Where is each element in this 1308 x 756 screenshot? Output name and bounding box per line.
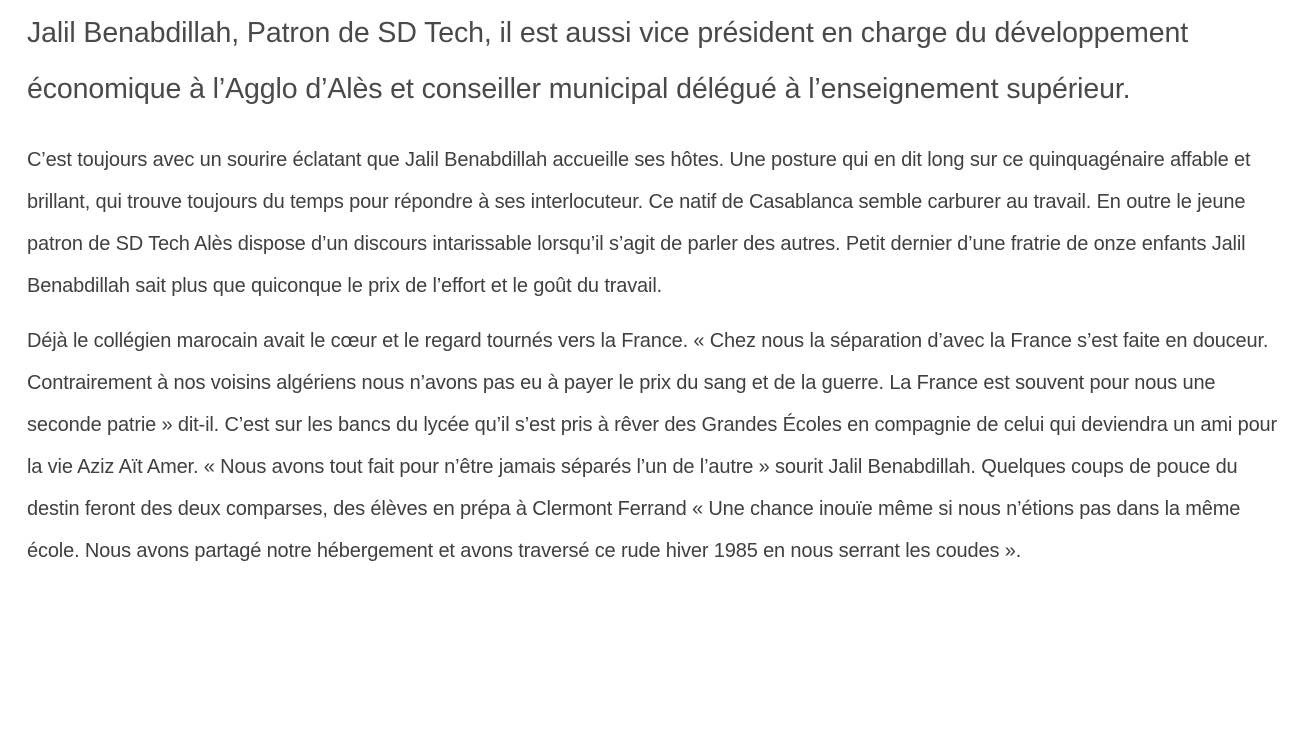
article-lead: Jalil Benabdillah, Patron de SD Tech, il est aussi vice président en charge du développement économique à l’Agglo d’Alès et conseiller municipal délégué à l’enseignement supérieur. xyxy=(27,17,1189,105)
article-paragraph: C’est toujours avec un sourire éclatant que Jalil Benabdillah accueille ses hôtes. Une posture qui en dit long sur ce quinquagénaire affable et brillant, qui trouve toujours du temps pour répondre à ses interlocuteur. Ce natif de Casablanca semble carburer au travail. En outre le jeune patron de SD Tech Alès dispose d’un discours intarissable lorsqu’il s’agit de parler des autres. Petit dernier d’une fratrie de onze enfants Jalil Benabdillah sait plus que quiconque le prix de l’effort et le goût du travail. xyxy=(27,149,1251,297)
article-body xyxy=(27,0,1289,572)
article-paragraph: Déjà le collégien marocain avait le cœur et le regard tournés vers la France. « Chez nous la séparation d’avec la France s’est faite en douceur. Contrairement à nos voisins algériens nous n’avons pas eu à payer le prix du sang et de la guerre. La France est souvent pour nous une seconde patrie » dit-il. C’est sur les bancs du lycée qu’il s’est pris à rêver des Grandes Écoles en compagnie de celui qui deviendra un ami pour la vie Aziz Aït Amer. « Nous avons tout fait pour n’être jamais séparés l’un de l’autre » sourit Jalil Benabdillah. Quelques coups de pouce du destin feront des deux comparses, des élèves en prépa à Clermont Ferrand « Une chance inouïe même si nous n’étions pas dans la même école. Nous avons partagé notre hébergement et avons traversé ce rude hiver 1985 en nous serrant les coudes ». xyxy=(27,330,1278,562)
